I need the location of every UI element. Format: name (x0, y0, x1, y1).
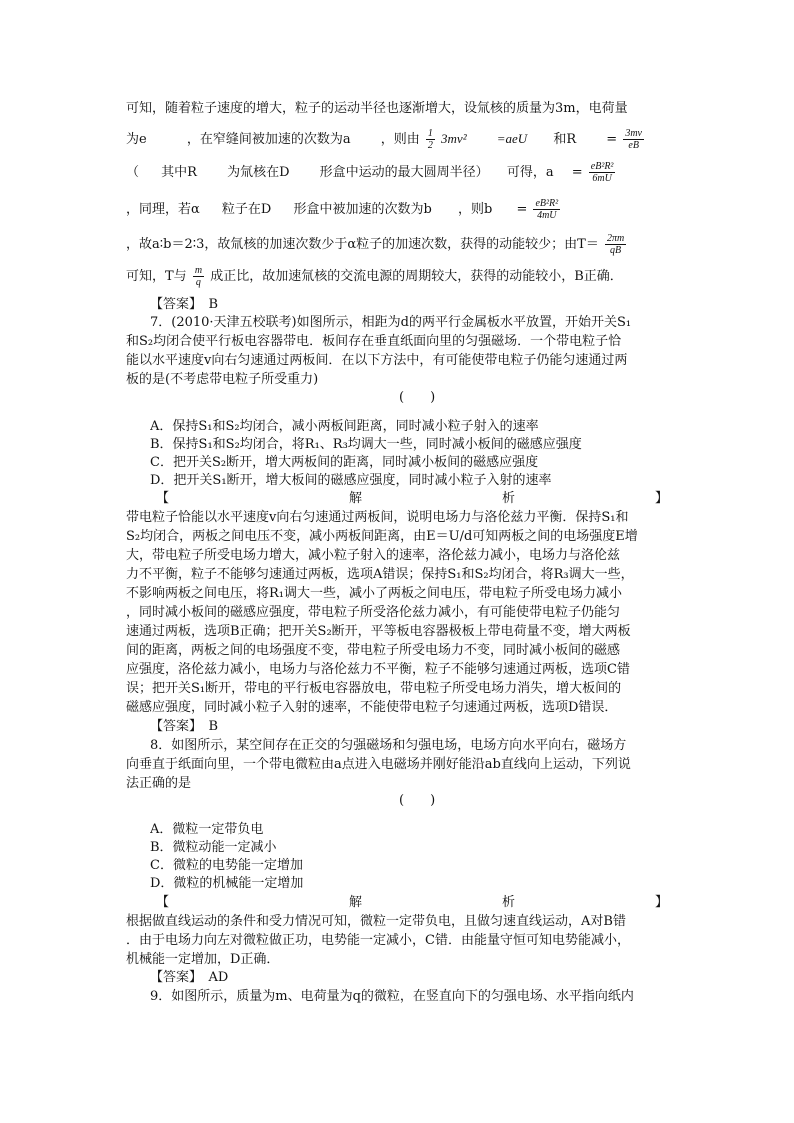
analysis-header: 【 解 析 】 (156, 491, 668, 506)
text-line: ，同时减小板间的磁感应强度，带电粒子所受洛伦兹力减小，有可能使带电粒子仍能匀 (126, 605, 621, 620)
question-7: 7．(2010·天津五校联考)如图所示，相距为d的两平行金属板水平放置，开始开关S₁ (150, 315, 632, 330)
answer-blank: ( ) (399, 390, 436, 405)
analysis-header: 【 解 析 】 (156, 895, 668, 910)
option-a: A．微粒一定带负电 (150, 822, 264, 837)
answer: 【答案】 AD (150, 970, 229, 985)
text-line: 磁感应强度，同时减小粒子入射的速率，不能使带电粒子匀速通过两板，选项D错误． (126, 700, 618, 715)
fraction: $\frac{\text{eB²R²}}{6mU}$ (590, 161, 614, 184)
formula-line: ，同理，若α 粒子在D 形盒中被加速的次数为b ，则b = $\frac{\text{eB²R²}}{4mU}$ (126, 198, 559, 221)
text-line: 向垂直于纸面向里，一个带电微粒由a点进入电磁场并刚好能沿ab直线向上运动，下列说 (126, 757, 631, 772)
answer: 【答案】 B (150, 719, 219, 734)
option-d: D．微粒的机械能一定增加 (150, 876, 304, 891)
fraction: $\frac{\text{eB²R²}}{4mU}$ (535, 198, 559, 221)
text-line: S₂均闭合，两板之间电压不变，减小两板间距离，由E＝U/d可知两板之间的电场强度E增 (126, 529, 638, 544)
formula-line: （ 其中R 为氚核在D 形盒中运动的最大圆周半径） 可得，a = $\frac{\text{eB²R²}}{6mU}$ (126, 161, 614, 184)
text-line: 法正确的是 (126, 776, 192, 791)
option-c: C．把开关S₂断开，增大两板间的距离，同时减小板间的磁感应强度 (150, 455, 539, 470)
fraction: $\frac{3mv}{eB}$ (625, 128, 642, 151)
question-8: 8．如图所示，某空间存在正交的匀强磁场和匀强电场，电场方向水平向右，磁场方 (150, 738, 627, 753)
text-line: 机械能一定增加，D正确． (126, 952, 280, 967)
option-c: C．微粒的电势能一定增加 (150, 858, 303, 873)
fraction: $\frac{m}{q}$ (194, 265, 203, 288)
answer: 【答案】 B (150, 297, 219, 312)
text-line: 大，带电粒子所受电场力增大，减小粒子射入的速率，洛伦兹力减小，电场力与洛伦兹 (126, 548, 621, 563)
fraction: $\frac{2\pi m}{qB}$ (606, 233, 625, 256)
text-line: 可知，随着粒子速度的增大，粒子的运动半径也逐渐增大，设氚核的质量为3m，电荷量 (126, 101, 628, 116)
text-line: 根据做直线运动的条件和受力情况可知，微粒一定带负电，且做匀速直线运动，A对B错 (126, 914, 626, 929)
formula-line: ，故a∶b＝2∶3，故氚核的加速次数少于α粒子的加速次数，获得的动能较少；由T＝ $\frac{2\pi m}{qB}$ (126, 233, 625, 256)
fraction: $\frac{1}{2}$ (427, 128, 433, 151)
formula-line: 可知，T与 $\frac{m}{q}$ 成正比，故加速氚核的交流电源的周期较大，获得的动能较小，B正确． (126, 265, 623, 288)
option-a: A．保持S₁和S₂均闭合，减小两板间距离，同时减小粒子射入的速率 (150, 419, 539, 434)
option-d: D．把开关S₁断开，增大板间的磁感应强度，同时减小粒子入射的速率 (150, 473, 552, 488)
text-line: 力不平衡，粒子不能够匀速通过两板，选项A错误；保持S₁和S₂均闭合，将R₃调大一些， (126, 567, 634, 582)
text-line: 误；把开关S₁断开，带电的平行板电容器放电，带电粒子所受电场力消失，增大板间的 (126, 681, 622, 696)
text-line: 能以水平速度v向右匀速通过两板间．在以下方法中，有可能使带电粒子仍能匀速通过两 (126, 353, 628, 368)
text-line: 速通过两板，选项B正确；把开关S₂断开，平等板电容器极板上带电荷量不变，增大两板 (126, 624, 631, 639)
text-line: ．由于电场力向左对微粒做正功，电势能一定减小，C错．由能量守恒可知电势能减小， (126, 933, 630, 948)
question-9: 9．如图所示，质量为m、电荷量为q的微粒，在竖直向下的匀强电场、水平指向纸内 (150, 989, 634, 1004)
formula-line: 为e ，在窄缝间被加速的次数为a ，则由 $\frac{1}{2}$ 3mv² =aeU 和R = $\frac{3mv}{eB}$ (126, 128, 642, 151)
text-line: 不影响两板之间电压，将R₁调大一些，减小了两板之间电压，带电粒子所受电场力减小 (126, 586, 623, 601)
option-b: B．微粒动能一定减小 (150, 840, 277, 855)
text-line: 间的距离，两板之间的电场强度不变，带电粒子所受电场力不变，同时减小板间的磁感 (126, 643, 621, 658)
answer-blank: ( ) (399, 793, 436, 808)
text-line: 板的是(不考虑带电粒子所受重力) (126, 372, 319, 387)
text-line: 带电粒子恰能以水平速度v向右匀速通过两板间，说明电场力与洛伦兹力平衡．保持S₁和 (126, 510, 629, 525)
option-b: B．保持S₁和S₂均闭合，将R₁、R₃均调大一些，同时减小板间的磁感应强度 (150, 437, 582, 452)
text-line: 和S₂均闭合使平行板电容器带电．板间存在垂直纸面向里的匀强磁场．一个带电粒子恰 (126, 334, 622, 349)
text-line: 应强度，洛伦兹力减小，电场力与洛伦兹力不平衡，粒子不能够匀速通过两板，选项C错 (126, 662, 630, 677)
